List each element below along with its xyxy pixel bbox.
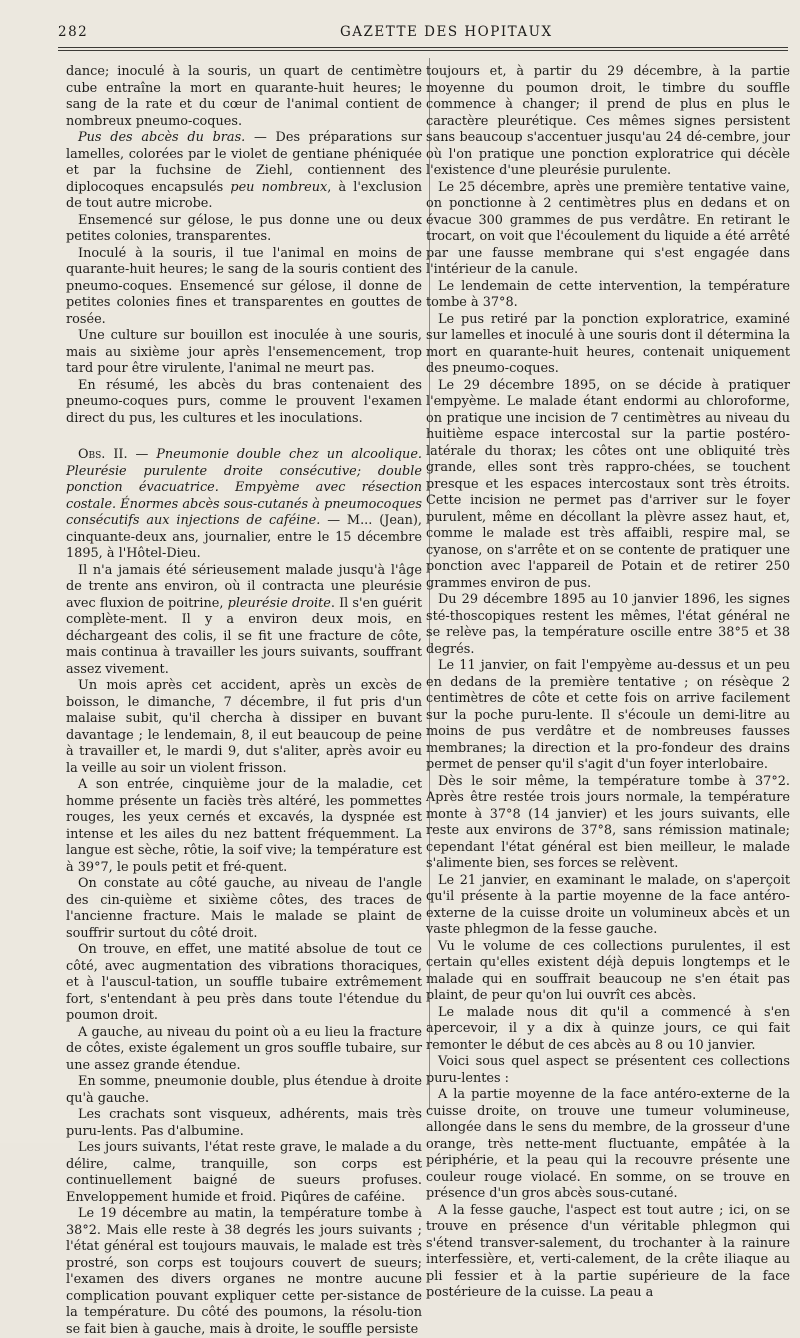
right-column [426,64,790,1300]
paragraph-text: Le lendemain de cette intervention, la température tombe à 37°8. [426,278,790,310]
paragraph-text: Il n'a jamais été sérieusement malade jusqu'à l'âge de trente ans environ, où il contracta une pleurésie avec fluxion de poitrine, [66,562,422,611]
paragraph [66,563,422,679]
paragraph [426,1005,790,1055]
paragraph-text: Le 11 janvier, on fait l'empyème au-dessus et un peu en dedans de la première tentative ; on résèque 2 centimètres de côte et cette fois on arrive facilement sur la poche puru-lente. Il s'écoule un demi-litre au moins de pus verdâtre et de nombreuses fausses membranes; la direction et la pro-fondeur des drains permet de penser qu'il s'agit d'un foyer interlobaire. [426,658,790,772]
paragraph [66,1025,422,1075]
paragraph-text: Le 29 décembre 1895, on se décide à pratiquer l'empyème. Le malade étant endormi au chloroforme, on pratique une incision de 7 centimètres au niveau du huitième espace intercostal sur la partie postéro-latérale du thorax; les côtes ont une obliquité très grande, elles sont très rappro-chées, se touchent presque et les espaces intercostaux sont très étroits. Cette incision ne permet pas d'arriver sur le foyer purulent, même en décollant la plèvre assez haut, et, comme le malade est très affaibli, respire mal, se cyanose, on s'arrête et on se contente de pratiquer une ponction avec l'appareil de Potain et de retirer 250 grammes environ de pus. [426,377,790,591]
paragraph [426,378,790,593]
paragraph [66,447,422,563]
italic-phrase: peu nombreux [230,179,328,195]
paragraph [66,876,422,942]
paragraph [426,1203,790,1302]
italic-phrase: pleurésie droite [227,595,331,611]
paragraph-text: On constate au côté gauche, au niveau de l'angle des cin-quième et sixième côtes, des traces de l'ancienne fracture. Mais le malade se plaint de souffrir surtout du côté droit. [66,876,422,941]
paragraph [66,1206,422,1338]
paragraph-text: Voici sous quel aspect se présentent ces collections puru-lentes : [426,1054,790,1086]
paragraph [66,246,422,329]
paragraph-text: Le malade nous dit qu'il a commencé à s'en apercevoir, il y a dix à quinze jours, ce qui fait remonter le début de ces abcès au 8 ou 10 janvier. [426,1004,790,1053]
paragraph [66,1074,422,1107]
paragraph [66,942,422,1025]
paragraph [66,1107,422,1140]
paragraph [66,130,422,213]
paragraph [426,592,790,658]
paragraph [66,378,422,428]
paragraph-text: En résumé, les abcès du bras contenaient des pneumo-coques purs, comme le prouvent l'examen direct du pus, les cultures et les inoculations. [66,377,422,426]
paragraph-text: En somme, pneumonie double, plus étendue à droite qu'à gauche. [66,1074,422,1106]
paragraph [66,1140,422,1206]
paragraph [426,939,790,1005]
paragraph-text: A son entrée, cinquième jour de la maladie, cet homme présente un faciès très altéré, les pommettes rouges, les yeux cernés et excavés, la dyspnée est intense et les ailes du nez battent fréquemment. La langue est sèche, rôtie, la soif vive; la température est à 39°7, le pouls petit et fré-quent. [66,777,422,875]
paragraph [66,777,422,876]
paragraph-text: Le pus retiré par la ponction exploratrice, examiné sur lamelles et inoculé à une souris dont il détermina la mort en quarante-huit heures, contenait uniquement des pneumo-coques. [426,311,790,376]
paragraph [66,328,422,378]
paragraph-text: Du 29 décembre 1895 au 10 janvier 1896, les signes sté-thoscopiques restent les mêmes, l'état général ne se relève pas, la température oscille entre 38°5 et 38 degrés. [426,592,790,657]
observation-title: Pneumonie double chez un alcoolique. Pleurésie purulente droite consécutive; double ponction évacuatrice. Empyème avec résection costale. Énormes abcès sous-cutanés à pneumocoques consécutifs aux injections de caféine. [66,447,423,528]
page-number: 282 [58,24,89,40]
paragraph-text: Le 25 décembre, après une première tentative vaine, on ponctionne à 2 centimètres plus en dedans et on évacue 300 grammes de pus verdâtre. En retirant le trocart, on voit que l'écoulement du liquide a été arrêté par une fausse membrane qui s'est engagée dans l'intérieur de la canule. [426,179,790,277]
paragraph-text: Un mois après cet accident, après un excès de boisson, le dimanche, 7 décembre, il fut pris d'un malaise subit, qu'il chercha à dissiper en buvant davantage ; le lendemain, 8, il eut beaucoup de peine à travailler et, le mardi 9, dut s'aliter, après avoir eu la veille au soir un violent frisson. [66,678,422,776]
paragraph-text: A la fesse gauche, l'aspect est tout autre ; ici, on se trouve en présence d'un véritable phlegmon qui s'étend transver-salement, du trochanter à la rainure interfessière, et, verti-calement, de la crête iliaque au pli fessier et à la partie supérieure de la face postérieure de la cuisse. La peau a [426,1202,790,1300]
paragraph-text: Le 19 décembre au matin, la température tombe à 38°2. Mais elle reste à 38 degrés les jours suivants ; l'état général est toujours mauvais, le malade est très prostré, son corps est toujours couvert de sueurs; l'examen des divers organes ne montre aucune complication pouvant expliquer cette per-sistance de la température. Du côté des poumons, la résolu-tion se fait bien à gauche, mais à droite, le souffle persiste [66,1206,422,1337]
paragraph [426,658,790,774]
paragraph [426,1087,790,1203]
paragraph-text: — M... (Jean), cinquante-deux ans, journalier, entre le 15 décembre 1895, à l'Hôtel-Dieu. [66,513,422,561]
paragraph [426,774,790,873]
paragraph [426,312,790,378]
paragraph [426,180,790,279]
paragraph-text: Inoculé à la souris, il tue l'animal en moins de quarante-huit heures; le sang de la souris contient des pneumo-coques. Ensemencé sur gélose, il donne de petites colonies fines et transparentes en gouttes de rosée. [66,245,422,327]
paragraph [426,64,790,180]
paragraph [66,213,422,246]
paragraph [426,1054,790,1087]
paragraph-text: A la partie moyenne de la face antéro-externe de la cuisse droite, on trouve une tumeur volumineuse, allongée dans le sens du membre, de la grosseur d'une orange, très nette-ment fluctuante, empâtée à la périphérie, et la peau qui la recouvre présente une couleur rouge violacé. En somme, on se trouve en présence d'un gros abcès sous-cutané. [426,1087,790,1201]
page-header [58,24,788,44]
paragraph-text-tail: . Il s'en guérit complète-ment. Il y a environ deux mois, en déchargeant des colis, il se fit une fracture de côte, mais continua à travailler les jours suivants, souffrant assez vivement. [66,595,423,677]
paragraph-text: Les jours suivants, l'état reste grave, le malade a du délire, calme, tranquille, son corps est continuellement baigné de sueurs profuses. Enveloppement humide et froid. Piqûres de caféine. [66,1140,422,1205]
observation-label: Obs. II. — [78,447,157,462]
paragraph-text: On trouve, en effet, une matité absolue de tout ce côté, avec augmentation des vibrations thoraciques, et à l'auscul-tation, un souffle tubaire extrêmement fort, s'entendant à peu près dans toute l'étendue du poumon droit. [66,942,422,1023]
paragraph-text: Ensemencé sur gélose, le pus donne une ou deux petites colonies, transparentes. [66,212,422,244]
paragraph [426,279,790,312]
header-rule-bottom [58,50,788,51]
left-column [66,64,423,1337]
paragraph-text: Une culture sur bouillon est inoculée à une souris, mais au sixième jour après l'ensemencement, trop tard pour être virulente, l'animal ne meurt pas. [66,328,422,376]
header-rule-top [58,47,788,48]
paragraph-text: A gauche, au niveau du point où a eu lieu la fracture de côtes, existe également un gros souffle tubaire, sur une assez grande étendue. [66,1024,422,1073]
paragraph-text: — Des préparations sur lamelles, colorées par le violet de gentiane phéniquée et par la fuchsine de Ziehl, contiennent des diplocoques encapsulés [66,130,422,195]
section-lead: Pus des abcès du bras. [78,130,246,145]
paragraph-text: toujours et, à partir du 29 décembre, à la partie moyenne du poumon droit, le timbre du souffle commence à changer; il prend de plus en plus le caractère pleurétique. Ces mêmes signes persistent sans beaucoup s'accentuer jusqu'au 24 dé-cembre, jour où l'on pratique une ponction exploratrice qui décèle l'existence d'une pleurésie purulente. [426,64,790,178]
paragraph-text: dance; inoculé à la souris, un quart de centimètre cube entraîne la mort en quarante-huit heures; le sang de la rate et du cœur de l'animal contient de nombreux pneumo-coques. [66,64,422,129]
journal-title: GAZETTE DES HOPITAUX [340,24,553,40]
paragraph-text-tail: , à l'exclusion de tout autre microbe. [66,179,422,211]
paragraph-text: Les crachats sont visqueux, adhérents, mais très puru-lents. Pas d'albumine. [66,1107,422,1139]
paragraph [66,678,422,777]
paragraph [426,873,790,939]
paragraph-text: Le 21 janvier, en examinant le malade, on s'aperçoit qu'il présente à la partie moyenne de la face antéro-externe de la cuisse droite un volumineux abcès et un vaste phlegmon de la fesse gauche. [426,872,790,937]
paragraph [66,64,422,130]
paragraph-text: Dès le soir même, la température tombe à 37°2. Après être restée trois jours normale, la température monte à 37°8 (14 janvier) et les jours suivants, elle reste aux environs de 37°8, sans rémission matinale; cependant l'état général est bien meilleur, le malade s'alimente bien, ses forces se relèvent. [426,773,790,871]
paragraph-text: Vu le volume de ces collections purulentes, il est certain qu'elles existent déjà depuis longtemps et le malade qui en souffrait beaucoup ne s'en était pas plaint, de peur qu'on lui ouvrît ces abcès. [426,938,790,1003]
